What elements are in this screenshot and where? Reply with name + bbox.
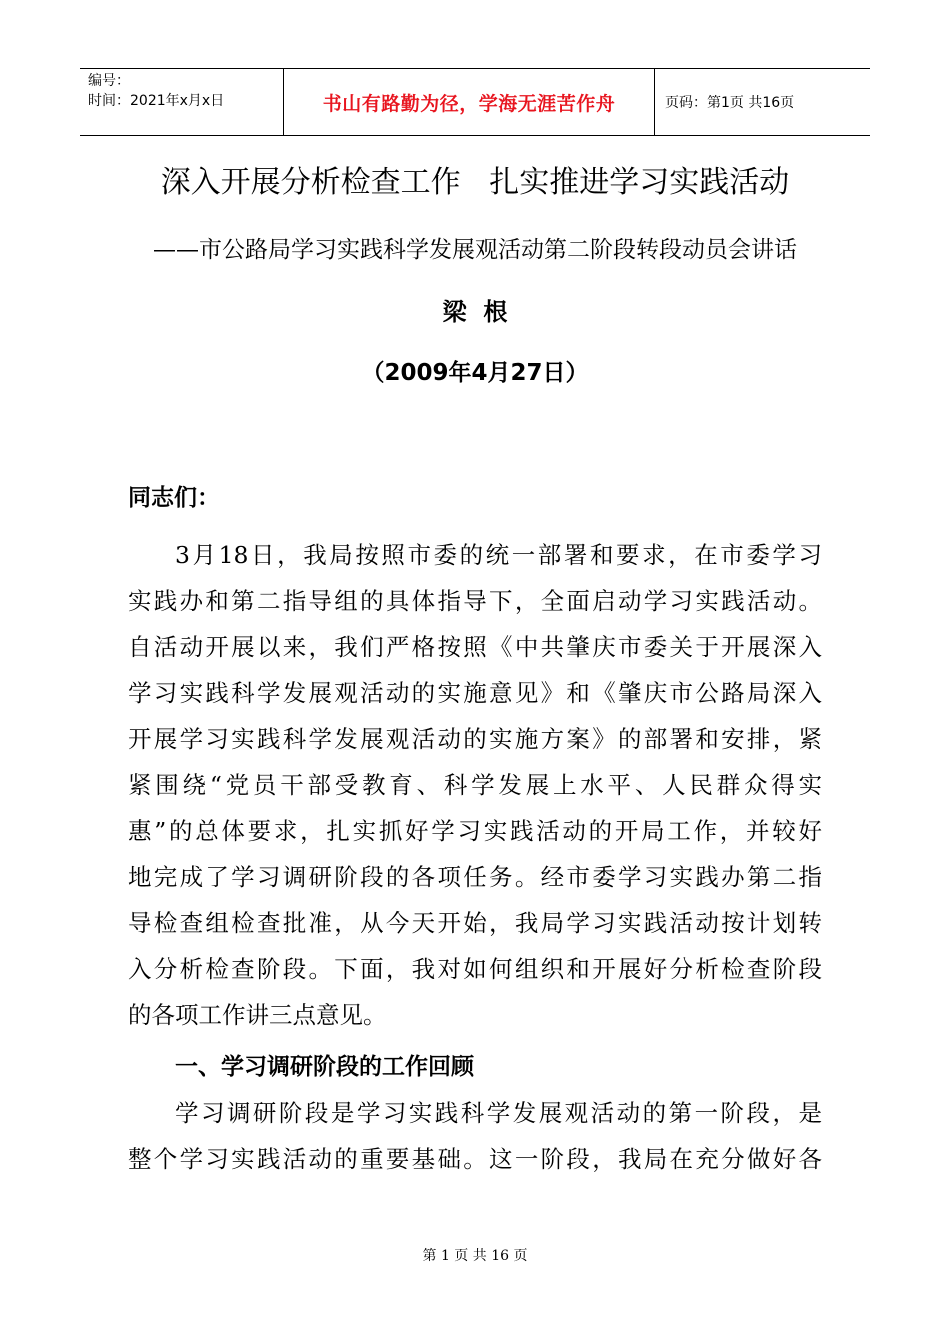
section-heading: 一、学习调研阶段的工作回顾 — [175, 1054, 474, 1080]
paragraph-line: 实践办和第二指导组的具体指导下，全面启动学习实践活动。 — [128, 587, 822, 615]
document-time-label: 时间：2021年x月x日 — [88, 93, 225, 109]
document-number-label: 编号： — [88, 73, 130, 89]
paragraph-line: 入分析检查阶段。下面，我对如何组织和开展好分析检查阶段 — [128, 955, 822, 983]
document-author: 梁 根 — [442, 298, 508, 326]
header-meta-cell — [80, 69, 283, 135]
paragraph-line: 惠”的总体要求，扎实抓好学习实践活动的开局工作，并较好 — [128, 817, 822, 845]
document-title: 深入开展分析检查工作 扎实推进学习实践活动 — [160, 165, 790, 200]
salutation: 同志们： — [128, 485, 220, 511]
paragraph-line: 地完成了学习调研阶段的各项任务。经市委学习实践办第二指 — [128, 863, 822, 891]
paragraph-line: 导检查组检查批准，从今天开始，我局学习实践活动按计划转 — [128, 909, 822, 937]
document-date: （2009年4月27日） — [361, 360, 589, 386]
header-table — [80, 68, 870, 136]
document-subtitle: ——市公路局学习实践科学发展观活动第二阶段转段动员会讲话 — [153, 237, 797, 263]
header-page-info: 页码：第1页 共16页 — [665, 95, 795, 111]
paragraph-line: 学习实践科学发展观活动的实施意见》和《肇庆市公路局深入 — [128, 679, 822, 707]
paragraph-line: 开展学习实践科学发展观活动的实施方案》的部署和安排，紧 — [128, 725, 822, 753]
paragraph-line: 的各项工作讲三点意见。 — [128, 1001, 387, 1029]
paragraph-line: 自活动开展以来，我们严格按照《中共肇庆市委关于开展深入 — [128, 633, 822, 661]
paragraph-line: 紧围绕“党员干部受教育、科学发展上水平、人民群众得实 — [128, 771, 822, 799]
paragraph-line: 学习调研阶段是学习实践科学发展观活动的第一阶段，是 — [175, 1099, 822, 1127]
paragraph-line: 3月18日，我局按照市委的统一部署和要求，在市委学习 — [175, 541, 822, 569]
header-motto: 书山有路勤为径，学海无涯苦作舟 — [283, 69, 655, 135]
paragraph-line: 整个学习实践活动的重要基础。这一阶段，我局在充分做好各 — [128, 1145, 822, 1173]
page-footer: 第 1 页 共 16 页 — [422, 1248, 528, 1264]
